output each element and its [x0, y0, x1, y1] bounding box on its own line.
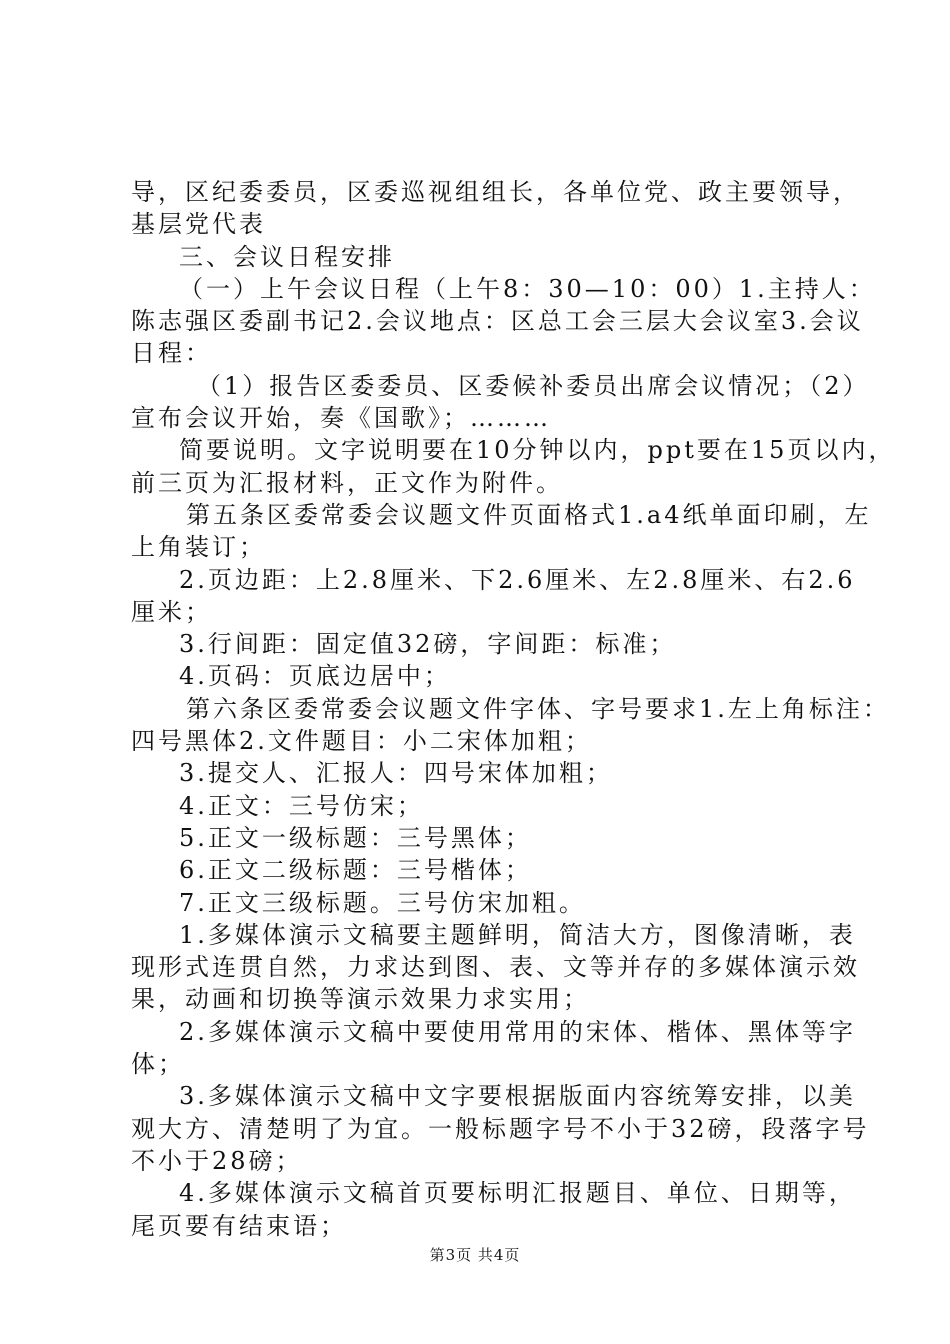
text-line: 四号黑体2.文件题目：小二宋体加粗； — [131, 727, 592, 756]
text-line: 4.正文：三号仿宋； — [179, 791, 424, 820]
text-line: 3.行间距：固定值32磅，字间距：标准； — [179, 630, 677, 659]
text-line: 上角装订； — [131, 533, 266, 562]
text-line: 宣布会议开始，奏《国歌》；……… — [131, 404, 551, 433]
text-line: 1.多媒体演示文稿要主题鲜明，简洁大方，图像清晰，表 — [179, 920, 856, 949]
text-line: 厘米； — [131, 597, 212, 626]
text-line: 第六条区委常委会议题文件字体、字号要求1.左上角标注： — [186, 694, 890, 723]
text-line: 第五条区委常委会议题文件页面格式1.a4纸单面印刷，左 — [186, 500, 872, 529]
text-line: 导，区纪委委员，区委巡视组组长，各单位党、政主要领导， — [131, 178, 860, 206]
text-line: 基层党代表 — [131, 210, 266, 239]
text-line: 3.提交人、汇报人：四号宋体加粗； — [179, 759, 613, 788]
text-line: 5.正文一级标题：三号黑体； — [179, 823, 532, 852]
text-line: （1）报告区委委员、区委候补委员出席会议情况；（2） — [197, 371, 870, 400]
text-line: 日程： — [131, 339, 212, 368]
text-line: 现形式连贯自然，力求达到图、表、文等并存的多媒体演示效 — [131, 953, 860, 982]
text-line: 尾页要有结束语； — [131, 1211, 347, 1240]
document-body — [131, 176, 896, 1242]
text-line: 果，动画和切换等演示效果力求实用； — [131, 985, 590, 1014]
text-line: 6.正文二级标题：三号楷体； — [179, 856, 532, 885]
text-line: 7.正文三级标题。三号仿宋加粗。 — [179, 888, 586, 917]
text-line: 观大方、清楚明了为宜。一般标题字号不小于32磅，段落字号 — [131, 1114, 870, 1143]
text-line: 2.多媒体演示文稿中要使用常用的宋体、楷体、黑体等字 — [179, 1017, 856, 1046]
section-heading: 三、会议日程安排 — [179, 242, 395, 271]
text-line: 2.页边距：上2.8厘米、下2.6厘米、左2.8厘米、右2.6 — [179, 565, 856, 594]
text-line: 4.页码：页底边居中； — [179, 662, 451, 691]
text-line: 前三页为汇报材料，正文作为附件。 — [131, 468, 563, 497]
text-line: 简要说明。文字说明要在10分钟以内，ppt要在15页以内， — [179, 436, 896, 465]
page-number-footer: 第3页 共4页 — [429, 1246, 521, 1264]
text-line: 体； — [131, 1050, 185, 1079]
text-line: 3.多媒体演示文稿中文字要根据版面内容统筹安排，以美 — [179, 1082, 856, 1111]
text-line: （一）上午会议日程（上午8：30—10：00）1.主持人： — [179, 274, 876, 303]
text-line: 陈志强区委副书记2.会议地点：区总工会三层大会议室3.会议 — [131, 307, 864, 336]
text-line: 不小于28磅； — [131, 1146, 303, 1175]
text-line: 4.多媒体演示文稿首页要标明汇报题目、单位、日期等， — [179, 1179, 856, 1208]
